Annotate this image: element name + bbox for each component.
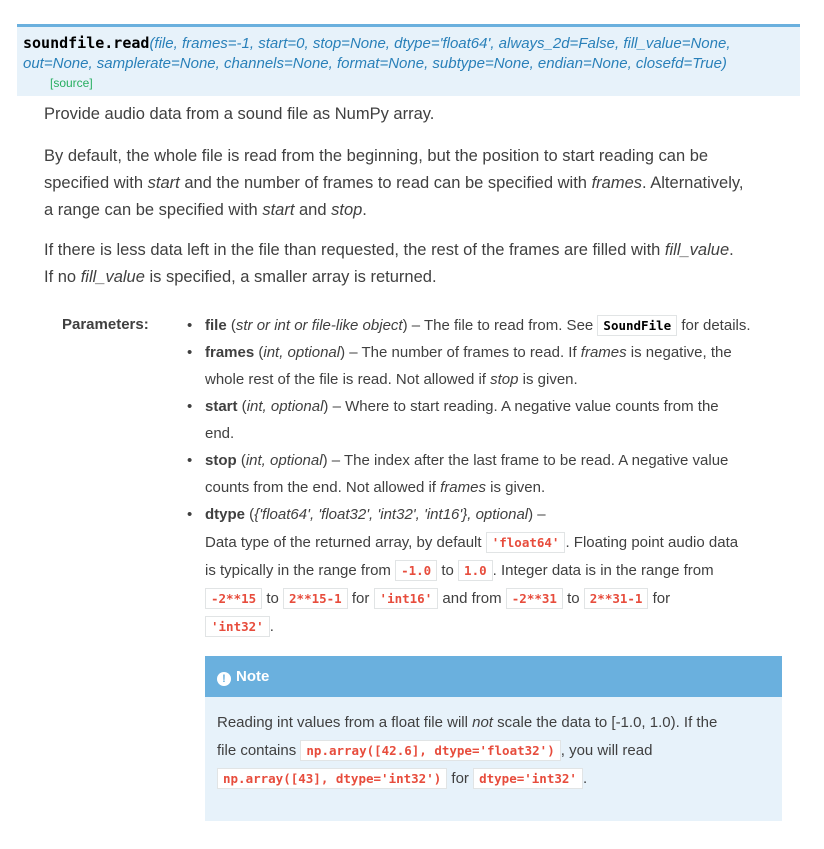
desc-text: a range can be specified with [44,201,263,219]
param-type: int, optional [263,344,341,361]
code-literal: 'int16' [374,588,439,609]
desc-text: and the number of frames to read can be specified with [179,174,592,192]
desc-em: start [147,174,180,192]
desc-em: fill_value [664,241,730,259]
param-desc: Data type of the returned array, by default [205,534,486,551]
desc-text: If no [44,268,81,286]
code-literal: 1.0 [458,560,493,581]
param-file: • file (str or int or file-like object) – The file to read from. See SoundFile for details. [187,312,787,339]
code-literal: 'float64' [486,532,566,553]
desc-text: specified with [44,174,148,192]
param-desc: and from [438,590,506,607]
param-desc: . Floating point audio data [565,534,739,551]
param-desc: . Integer data is in the range from [492,562,714,579]
param-type: str or int or file-like object [235,317,403,334]
desc-text: . Alternatively, [642,174,744,192]
note-text: . [582,770,588,787]
desc-line [44,197,744,224]
param-desc: – The file to read from. See [407,317,598,334]
code-literal: dtype='int32' [473,768,583,789]
param-desc: to [437,562,459,579]
description-paragraph-2 [44,143,744,224]
param-type: int, optional [245,452,323,469]
param-desc: to [262,590,284,607]
desc-text: and [294,201,332,219]
note-title-bar [205,656,782,697]
param-desc: – Where to start reading. A negative value counts from the [328,398,719,415]
param-desc: is given. [485,479,546,496]
note-text: , you will read [560,742,653,759]
note-body [205,697,782,793]
note-admonition [205,656,782,821]
param-desc: is given. [518,371,578,388]
soundfile-link[interactable]: SoundFile [597,315,677,336]
desc-line [44,264,734,291]
note-text: Reading int values from a float file will [217,714,473,731]
param-desc: to [562,590,584,607]
signature-params-line-1: (file, frames=-1, start=0, stop=None, dtype='float64', always_2d=False, fill_value=None, [149,35,731,52]
description-paragraph-3 [44,237,734,291]
param-desc: for details. [677,317,751,334]
code-literal: 2**31-1 [584,588,649,609]
param-name: file [205,317,227,334]
desc-em: stop [331,201,363,219]
desc-em: fill_value [80,268,145,286]
function-signature [17,24,800,96]
param-name: start [205,398,238,415]
desc-em: start [262,201,295,219]
param-name: stop [205,452,237,469]
param-desc: . [269,618,274,635]
exclamation-circle-icon: ! [217,672,231,686]
code-literal: 'int32' [205,616,270,637]
param-desc: is negative, the [626,344,732,361]
signature-params-line-2: out=None, samplerate=None, channels=None, format=None, subtype=None, endian=None, closefd=True) [23,55,727,72]
desc-em: frames [591,174,642,192]
parameters-label: Parameters: [62,316,149,333]
desc-text: . [362,201,367,219]
code-literal: -2**15 [205,588,262,609]
desc-text: is specified, a smaller array is returned. [144,268,437,286]
param-desc: is typically in the range from [205,562,396,579]
param-desc: whole rest of the file is read. Not allowed if [205,371,491,388]
param-desc: – The index after the last frame to be read. A negative value [327,452,729,469]
param-type: {'float64', 'float32', 'int32', 'int16'}, optional [254,506,529,523]
param-dtype: • dtype ({'float64', 'float32', 'int32', 'int16'}, optional) – Data type of the returned array, by default 'float64' . Floating point audio data is typically in the range from -1.0 to 1.0 . Integer data is in the range from -2**15 to 2**15-1 for 'int16' and from -2**31 to 2**31-1 for 'int32' . [187,501,787,641]
code-literal: np.array([42.6], dtype='float32') [300,740,560,761]
param-start: • start (int, optional) – Where to start reading. A negative value counts from the end. [187,393,787,447]
desc-text: If there is less data left in the file than requested, the rest of the frames are filled with [44,241,665,259]
source-link[interactable]: [source] [50,76,93,90]
desc-line: By default, the whole file is read from the beginning, but the position to start reading can be [44,147,709,165]
code-literal: -1.0 [395,560,437,581]
note-em: not [472,714,493,731]
note-text: file contains [217,742,301,759]
code-literal: -2**31 [506,588,563,609]
parameters-list [187,312,787,641]
param-em: frames [440,479,486,496]
param-desc: – The number of frames to read. If [345,344,581,361]
desc-text: . [729,241,734,259]
desc-line [44,170,744,197]
param-desc: for [347,590,374,607]
note-text: for [447,770,474,787]
param-name: dtype [205,506,246,523]
desc-line [44,237,734,264]
param-desc: for [648,590,671,607]
param-em: stop [490,371,519,388]
param-name: frames [205,344,255,361]
param-type: int, optional [246,398,324,415]
function-name: soundfile.read [23,34,150,52]
param-stop: • stop (int, optional) – The index after the last frame to be read. A negative value counts from the end. Not allowed if frames is given. [187,447,787,501]
param-em: frames [580,344,627,361]
note-text: scale the data to [-1.0, 1.0). If the [492,714,718,731]
code-literal: 2**15-1 [283,588,348,609]
signature-line-1 [23,33,794,54]
note-title: Note [236,668,270,685]
param-desc: counts from the end. Not allowed if [205,479,441,496]
param-frames: • frames (int, optional) – The number of frames to read. If frames is negative, the whole rest of the file is read. Not allowed if stop is given. [187,339,787,393]
param-desc: – [533,506,546,523]
code-literal: np.array([43], dtype='int32') [217,768,447,789]
param-desc: end. [205,425,235,442]
description-paragraph-1: Provide audio data from a sound file as NumPy array. [44,105,435,123]
